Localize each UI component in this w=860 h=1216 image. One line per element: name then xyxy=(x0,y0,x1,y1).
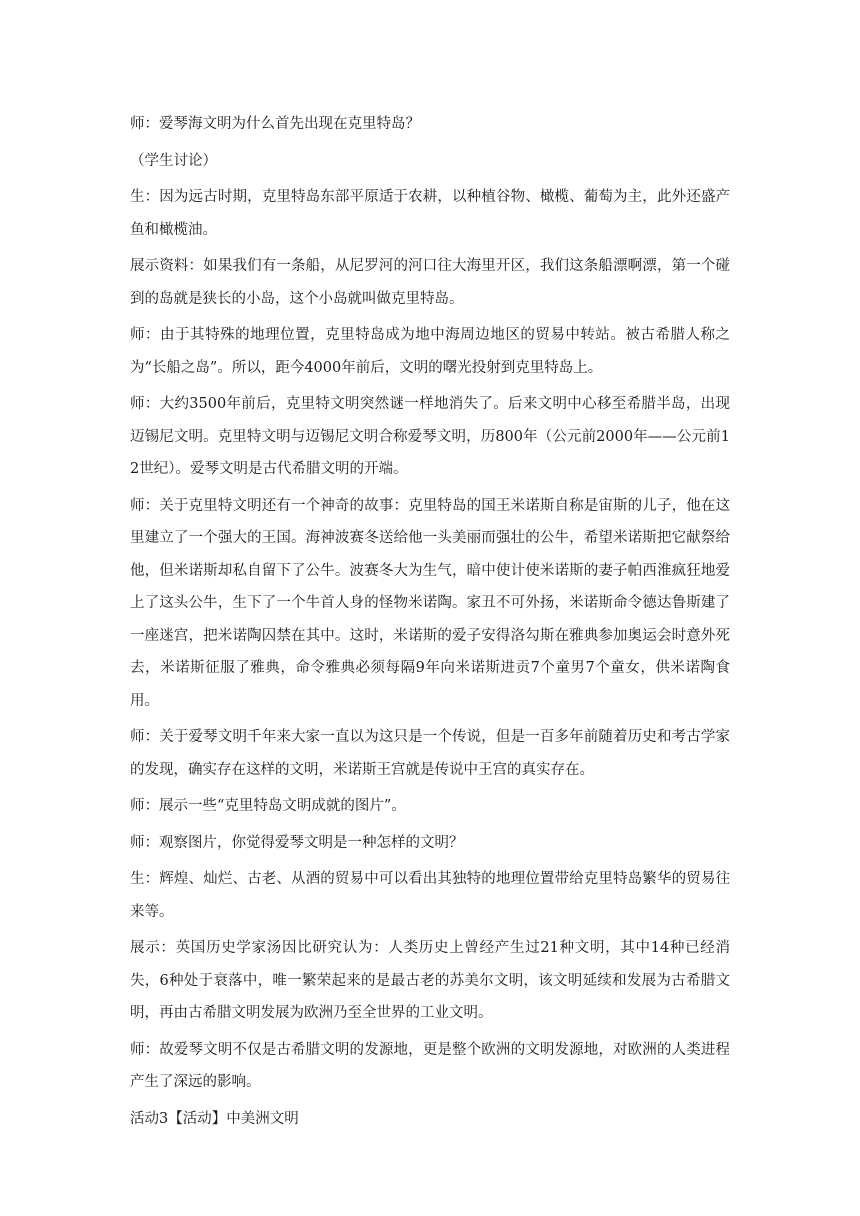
display-toynbee: 展示：英国历史学家汤因比研究认为：人类历史上曾经产生过21种文明，其中14种已经消失，6种处于衰落中，唯一繁荣起来的是最古老的苏美尔文明，该文明延续和发展为古希腊文明，再由古希腊文明发展为欧洲乃至全世界的工业文明。 xyxy=(130,940,730,1021)
teacher-observe: 师：观察图片，你觉得爱琴文明是一种怎样的文明？ xyxy=(130,834,464,851)
teacher-conclusion: 师：故爱琴文明不仅是古希腊文明的发源地，更是整个欧洲的文明发源地，对欧洲的人类进程产生了深远的影响。 xyxy=(130,1041,730,1090)
teacher-show-images: 师：展示一些“克里特岛文明成就的图片”。 xyxy=(130,798,406,814)
teacher-geography: 师：由于其特殊的地理位置，克里特岛成为地中海周边地区的贸易中转站。被古希腊人称之为“长船之岛”。所以，距今4000年前后，文明的曙光投射到克里特岛上。 xyxy=(130,327,730,376)
teacher-disappearance: 师：大约3500年前后，克里特文明突然谜一样地消失了。后来文明中心移至希腊半岛，出现迈锡尼文明。克里特文明与迈锡尼文明合称爱琴文明，历800年（公元前2000年——公元前12世纪）。爱琴文明是古代希腊文明的开端。 xyxy=(130,396,730,477)
teacher-question: 师：爱琴海文明为什么首先出现在克里特岛？ xyxy=(130,116,420,132)
document-body xyxy=(130,108,730,1139)
student-answer: 生：因为远古时期，克里特岛东部平原适于农耕，以种植谷物、橄榄、葡萄为主，此外还盛产鱼和橄榄油。 xyxy=(130,189,730,238)
activity-heading: 活动3【活动】中美洲文明 xyxy=(130,1110,299,1127)
display-material: 展示资料：如果我们有一条船，从尼罗河的河口往大海里开区，我们这条船漂啊漂，第一个碰到的岛就是狭长的小岛，这个小岛就叫做克里特岛。 xyxy=(130,258,730,307)
student-observation: 生：辉煌、灿烂、古老、从酒的贸易中可以看出其独特的地理位置带给克里特岛繁华的贸易往来等。 xyxy=(130,871,730,920)
teacher-discovery: 师：关于爱琴文明千年来大家一直以为这只是一个传说，但是一百多年前随着历史和考古学家的发现，确实存在这样的文明，米诺斯王宫就是传说中王宫的真实存在。 xyxy=(130,729,730,778)
teacher-legend: 师：关于克里特文明还有一个神奇的故事：克里特岛的国王米诺斯自称是宙斯的儿子，他在这里建立了一个强大的王国。海神波赛冬送给他一头美丽而强壮的公牛，希望米诺斯把它献祭给他，但米诺斯却私自留下了公牛。波赛冬大为生气，暗中使计使米诺斯的妻子帕西淮疯狂地爱上了这头公牛，生下了一个牛首人身的怪物米诺陶。家丑不可外扬，米诺斯命令德达鲁斯建了一座迷宫，把米诺陶囚禁在其中。这时，米诺斯的爱子安得洛勾斯在雅典参加奥运会时意外死去，米诺斯征服了雅典，命令雅典必须每隔9年向米诺斯进贡7个童男7个童女，供米诺陶食用。 xyxy=(130,497,730,709)
student-discussion-note: （学生讨论） xyxy=(130,152,217,169)
